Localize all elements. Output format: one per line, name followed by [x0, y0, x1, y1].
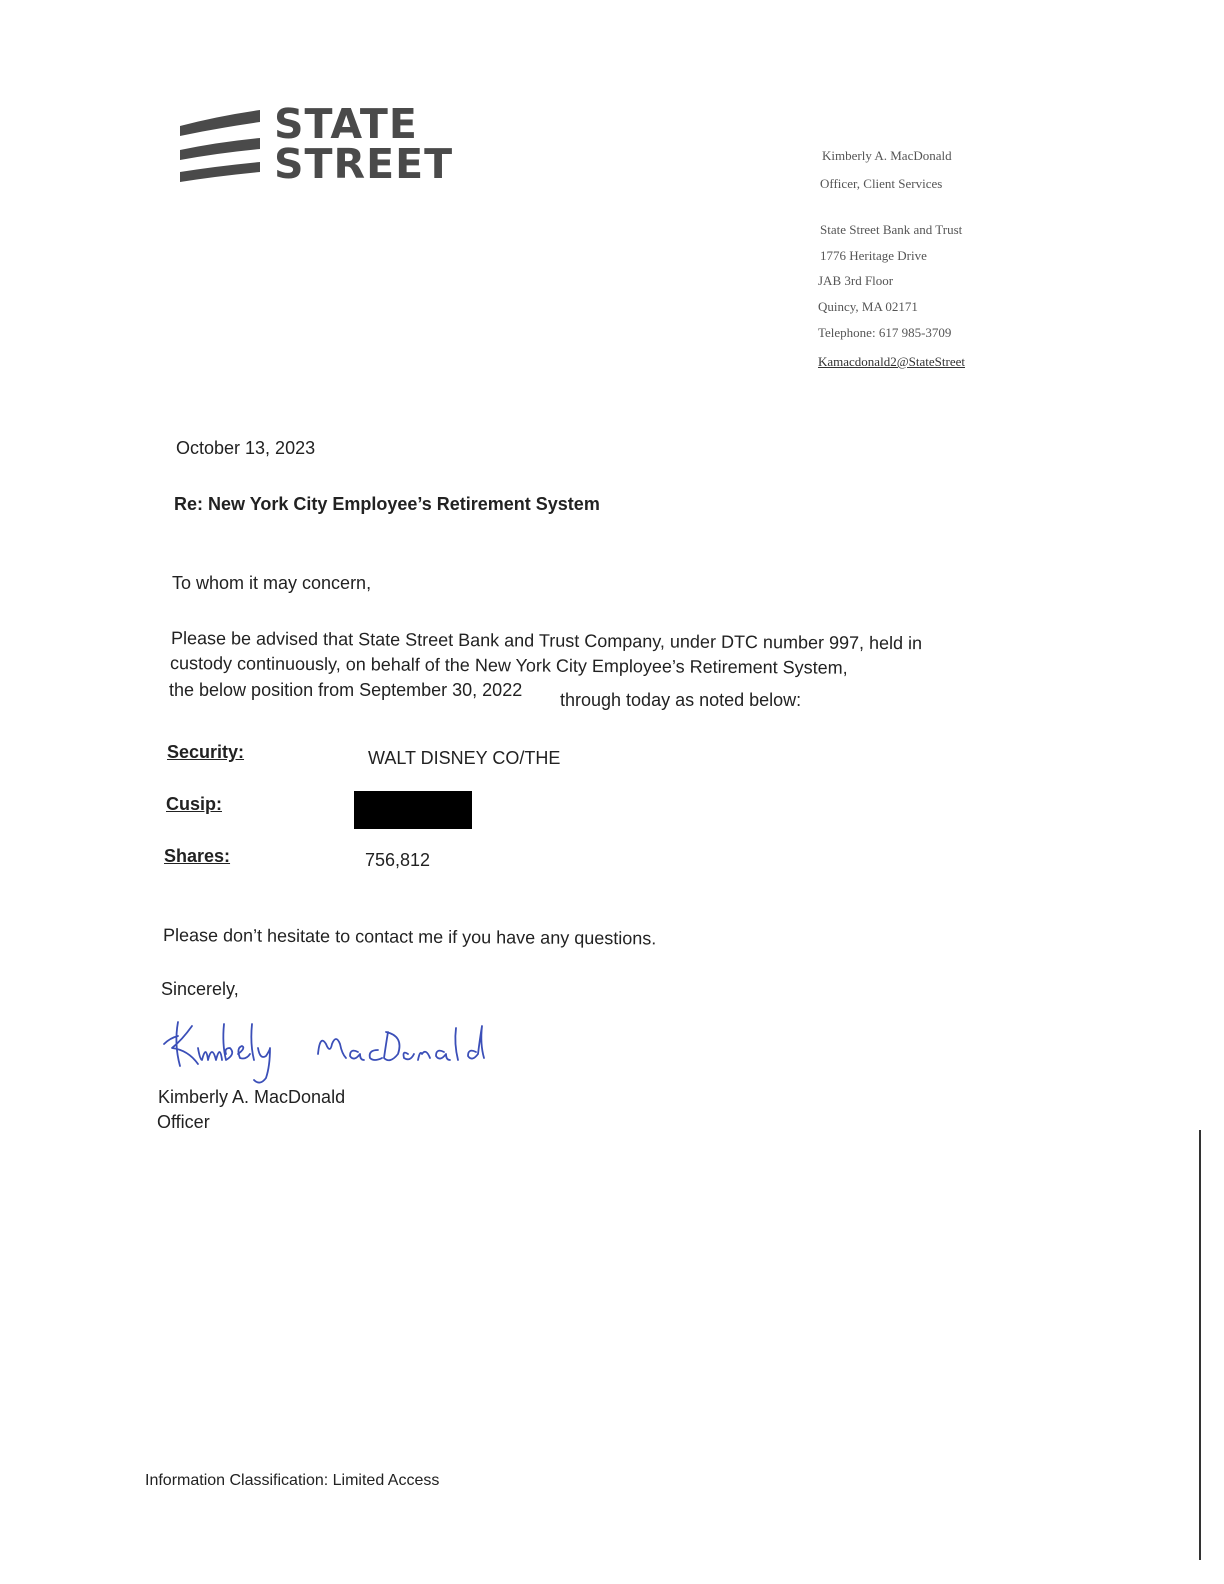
- sender-address-line-1: 1776 Heritage Drive: [820, 248, 927, 263]
- security-value: WALT DISNEY CO/THE: [368, 748, 561, 768]
- sender-city: Quincy, MA 02171: [818, 299, 918, 314]
- signer-title: Officer: [157, 1112, 210, 1132]
- classification-footer: Information Classification: Limited Access: [145, 1472, 440, 1489]
- shares-label: Shares:: [164, 846, 231, 866]
- handwritten-signature: [158, 1014, 518, 1090]
- paragraph-line-2: custody continuously, on behalf of the New York City Employee’s Retirement System,: [169, 653, 848, 678]
- sender-title: Officer, Client Services: [820, 176, 943, 191]
- logo-wordmark: [274, 100, 454, 188]
- scan-edge-line: [1199, 1130, 1201, 1560]
- paragraph-line-3b: through today as noted below:: [560, 690, 802, 710]
- sender-address-line-2: JAB 3rd Floor: [818, 273, 894, 288]
- salutation: To whom it may concern,: [172, 573, 372, 593]
- sender-company: State Street Bank and Trust: [820, 222, 963, 237]
- security-label: Security:: [167, 742, 245, 762]
- state-street-logo-icon: [178, 106, 262, 184]
- sender-telephone: Telephone: 617 985-3709: [818, 325, 952, 340]
- paragraph-line-3a: the below position from September 30, 2022: [169, 680, 523, 700]
- cusip-redaction: [354, 791, 472, 829]
- letter-date: October 13, 2023: [176, 438, 316, 458]
- closing-note: Please don’t hesitate to contact me if you have any questions.: [162, 925, 657, 949]
- sender-name: Kimberly A. MacDonald: [822, 148, 952, 163]
- logo-line-1: STATE: [274, 100, 418, 148]
- sign-off: Sincerely,: [161, 979, 239, 999]
- shares-value: 756,812: [365, 850, 431, 870]
- signer-name: Kimberly A. MacDonald: [158, 1087, 346, 1107]
- state-street-logo: [178, 100, 478, 188]
- paragraph-line-1: Please be advised that State Street Bank and Trust Company, under DTC number 997, held in: [170, 628, 923, 654]
- sender-email-link[interactable]: Kamacdonald2@StateStreet: [818, 354, 965, 369]
- cusip-label: Cusip:: [166, 794, 222, 814]
- letter-subject: Re: New York City Employee’s Retirement System: [174, 494, 600, 514]
- logo-line-2: STREET: [274, 140, 454, 188]
